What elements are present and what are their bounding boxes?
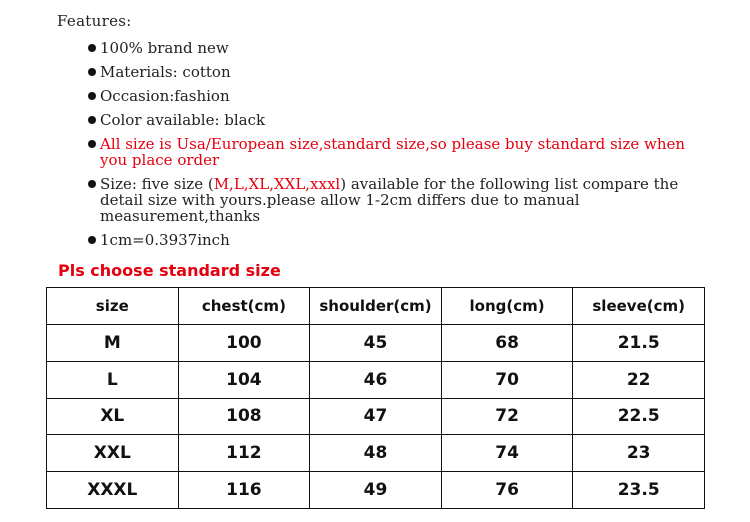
table-row: [47, 361, 705, 398]
table-header-row: [47, 288, 705, 325]
cell-chest: 100: [178, 325, 310, 362]
feature-item: [88, 112, 708, 128]
cell-size: XXL: [47, 435, 179, 472]
feature-text: Color available: black: [100, 111, 266, 129]
feature-item: [88, 232, 708, 248]
bullet-icon: [88, 116, 96, 124]
feature-item: [88, 64, 708, 80]
features-title: Features:: [57, 12, 132, 30]
cell-size: XXXL: [47, 472, 179, 509]
feature-text: 100% brand new: [100, 39, 229, 57]
cell-long: 70: [441, 361, 573, 398]
table-row: [47, 398, 705, 435]
feature-item: [88, 136, 708, 168]
header-size: size: [47, 288, 179, 325]
cell-shoulder: 46: [310, 361, 442, 398]
feature-item: [88, 176, 708, 224]
cell-chest: 116: [178, 472, 310, 509]
cell-sleeve: 23.5: [573, 472, 705, 509]
cell-long: 74: [441, 435, 573, 472]
cell-long: 68: [441, 325, 573, 362]
header-long: long(cm): [441, 288, 573, 325]
table-row: [47, 325, 705, 362]
bullet-icon: [88, 180, 96, 188]
cell-size: XL: [47, 398, 179, 435]
header-sleeve: sleeve(cm): [573, 288, 705, 325]
feature-text: Occasion:fashion: [100, 87, 230, 105]
bullet-icon: [88, 92, 96, 100]
bullet-icon: [88, 140, 96, 148]
cell-size: L: [47, 361, 179, 398]
size-table: [46, 287, 705, 509]
cell-sleeve: 23: [573, 435, 705, 472]
cell-long: 76: [441, 472, 573, 509]
choose-size-heading: Pls choose standard size: [58, 261, 281, 280]
bullet-icon: [88, 236, 96, 244]
cell-long: 72: [441, 398, 573, 435]
cell-chest: 108: [178, 398, 310, 435]
cell-shoulder: 49: [310, 472, 442, 509]
size-text-post: ) available for the following list compare the detail size with yours.please allow 1-2cm differs due to manual measurement,thanks: [100, 175, 679, 225]
features-list: [88, 40, 708, 256]
size-list-red: M,L,XL,XXL,xxxl: [213, 175, 341, 193]
cell-sleeve: 22: [573, 361, 705, 398]
table-row: [47, 435, 705, 472]
cell-sleeve: 21.5: [573, 325, 705, 362]
table-row: [47, 472, 705, 509]
feature-text: Materials: cotton: [100, 63, 231, 81]
cell-shoulder: 45: [310, 325, 442, 362]
cell-chest: 112: [178, 435, 310, 472]
feature-item: [88, 40, 708, 56]
feature-text: 1cm=0.3937inch: [100, 231, 230, 249]
header-shoulder: shoulder(cm): [310, 288, 442, 325]
header-chest: chest(cm): [178, 288, 310, 325]
feature-text-warning: All size is Usa/European size,standard size,so please buy standard size when you place order: [100, 135, 686, 169]
cell-shoulder: 47: [310, 398, 442, 435]
feature-item: [88, 88, 708, 104]
cell-size: M: [47, 325, 179, 362]
size-text-pre: Size: five size (: [100, 175, 214, 193]
cell-shoulder: 48: [310, 435, 442, 472]
cell-sleeve: 22.5: [573, 398, 705, 435]
cell-chest: 104: [178, 361, 310, 398]
bullet-icon: [88, 68, 96, 76]
bullet-icon: [88, 44, 96, 52]
